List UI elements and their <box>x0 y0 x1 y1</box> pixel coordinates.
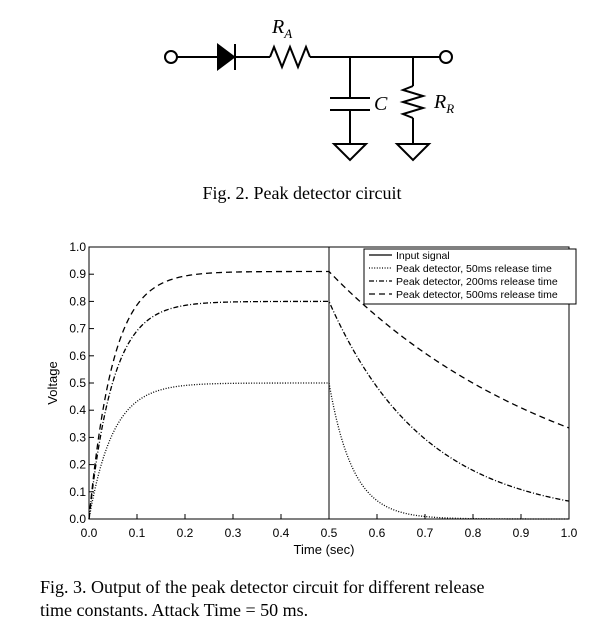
figure-2-caption: Fig. 2. Peak detector circuit <box>202 183 402 203</box>
y-tick-label: 0.1 <box>69 484 86 499</box>
x-tick-label: 0.5 <box>320 526 338 540</box>
x-tick-label: 0.7 <box>416 526 434 540</box>
y-tick-label: 0.6 <box>69 348 86 363</box>
x-tick-label: 0.8 <box>464 526 482 540</box>
x-tick-label: 1.0 <box>560 526 578 540</box>
y-tick-label: 0.0 <box>69 512 86 526</box>
x-tick-label: 0.2 <box>176 526 194 540</box>
y-axis <box>69 240 94 526</box>
figure-3-caption-line-2: time constants. Attack Time = 50 ms. <box>40 600 309 620</box>
y-tick-label: 0.4 <box>69 403 86 418</box>
diode-symbol <box>218 45 234 69</box>
legend-entry: Peak detector, 200ms release time <box>396 276 558 288</box>
resistor-ra-symbol <box>270 47 310 67</box>
label-rr: $R_R$ <box>434 91 455 116</box>
input-terminal <box>165 51 177 63</box>
release-time-chart <box>0 230 604 565</box>
label-ra: $R_A$ <box>272 16 293 41</box>
figure-3-caption <box>40 576 595 622</box>
x-tick-label: 0.3 <box>224 526 242 540</box>
x-tick-label: 0.1 <box>128 526 146 540</box>
y-tick-label: 0.2 <box>69 457 86 472</box>
y-tick-label: 0.5 <box>69 376 86 390</box>
peak-detector-circuit <box>0 0 604 178</box>
legend-entry: Peak detector, 500ms release time <box>396 289 558 301</box>
y-tick-label: 1.0 <box>69 240 86 254</box>
ground-symbol-c <box>334 144 366 160</box>
figure-3-caption-line-1: Fig. 3. Output of the peak detector circuit for different release <box>40 577 485 597</box>
y-tick-label: 0.3 <box>69 430 86 445</box>
x-tick-label: 0.0 <box>80 526 98 540</box>
x-tick-label: 0.4 <box>272 526 290 540</box>
y-tick-label: 0.7 <box>69 321 86 336</box>
y-tick-label: 0.8 <box>69 294 86 309</box>
x-axis-label: Time (sec) <box>293 542 355 557</box>
resistor-rr-symbol <box>403 86 423 118</box>
label-c: C <box>374 93 388 115</box>
x-tick-label: 0.6 <box>368 526 386 540</box>
legend <box>364 249 576 304</box>
output-terminal <box>440 51 452 63</box>
y-axis-label: Voltage <box>45 361 60 405</box>
x-axis <box>81 514 578 540</box>
legend-entry: Peak detector, 50ms release time <box>396 263 552 275</box>
y-tick-label: 0.9 <box>69 267 86 282</box>
legend-entry: Input signal <box>396 250 450 262</box>
ground-symbol-rr <box>397 144 429 160</box>
x-tick-label: 0.9 <box>512 526 530 540</box>
